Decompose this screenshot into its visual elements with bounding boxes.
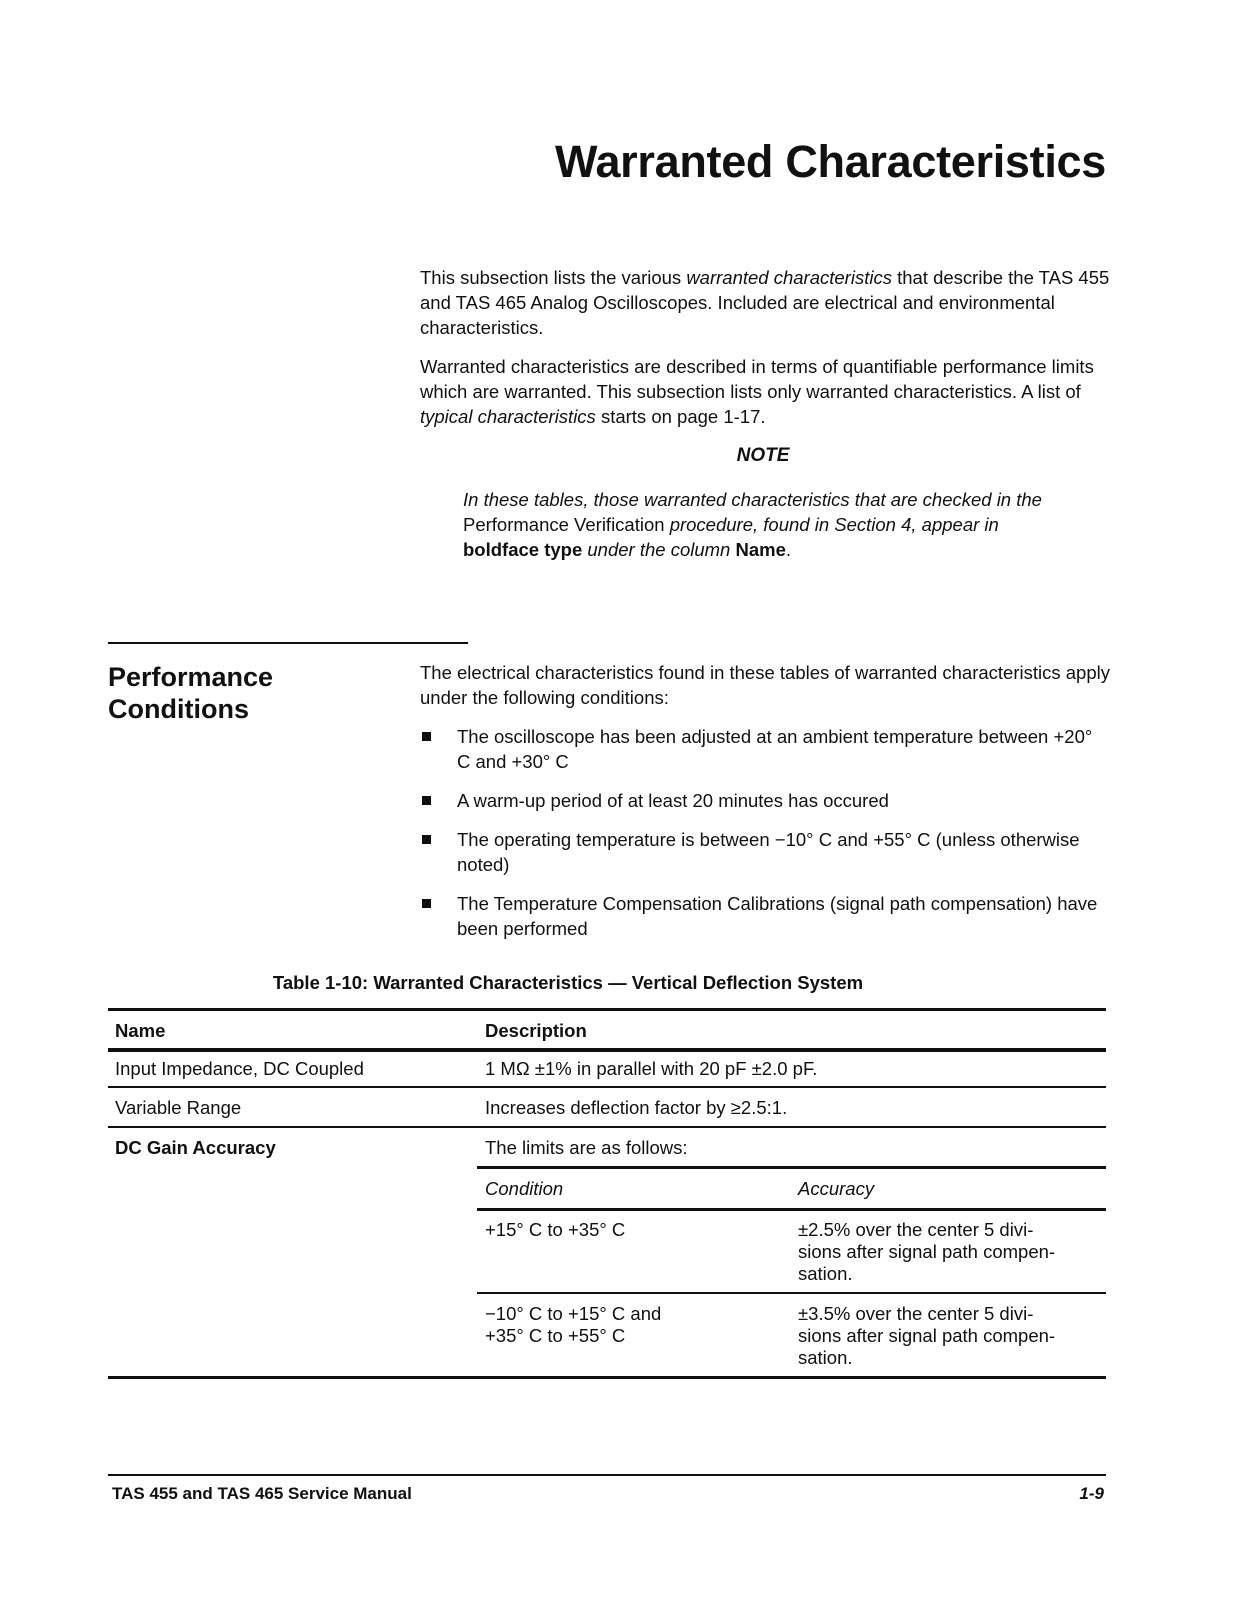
section-heading	[108, 661, 408, 725]
column-header-name: Name	[115, 1020, 166, 1041]
performance-intro: The electrical characteristics found in these tables of warranted characteristics apply under the following conditions:	[420, 662, 1110, 708]
list-item: The operating temperature is between −10° C and +55° C (unless otherwise noted)	[420, 827, 1110, 877]
subtable-header-rule	[477, 1208, 1106, 1211]
note-heading: NOTE	[736, 445, 790, 466]
footer-manual-title: TAS 455 and TAS 465 Service Manual	[112, 1484, 412, 1503]
footer-rule	[108, 1474, 1106, 1476]
subtable-row-1-condition: +15° C to +35° C	[485, 1219, 626, 1240]
row-3-description: The limits are as follows:	[485, 1137, 688, 1158]
table-header-rule	[108, 1048, 1106, 1052]
section-heading-line-2: Conditions	[108, 694, 249, 724]
table-top-rule	[108, 1008, 1106, 1011]
subtable-top-rule	[477, 1166, 1106, 1169]
row-rule	[108, 1126, 1106, 1128]
bullet-square-icon	[422, 796, 431, 805]
row-2-description: Increases deflection factor by ≥2.5:1.	[485, 1097, 788, 1118]
list-item: A warm-up period of at least 20 minutes has occured	[420, 788, 1110, 813]
row-rule	[108, 1086, 1106, 1088]
note-body: In these tables, those warranted characteristics that are checked in the Performance Verification procedure, found in Section 4, appear in boldface type under the column Name.	[463, 489, 1042, 560]
bullet-square-icon	[422, 835, 431, 844]
intro-paragraph-2: Warranted characteristics are described in terms of quantifiable performance limits which are warranted. This subsection lists only warranted characteristics. A list of typical characteristics starts on page 1-17.	[420, 356, 1094, 427]
conditions-list	[420, 724, 1110, 955]
list-item: The Temperature Compensation Calibrations (signal path compensation) have been performed	[420, 891, 1110, 941]
subtable-header-condition: Condition	[485, 1178, 564, 1199]
section-heading-line-1: Performance	[108, 662, 274, 692]
footer-page-number: 1-9	[1079, 1484, 1104, 1503]
table-caption: Table 1-10: Warranted Characteristics — Vertical Deflection System	[272, 972, 864, 993]
bullet-square-icon	[422, 899, 431, 908]
subtable-row-2-condition: −10° C to +15° C and +35° C to +55° C	[485, 1303, 662, 1346]
intro-paragraph-1: This subsection lists the various warranted characteristics that describe the TAS 455 and TAS 465 Analog Oscilloscopes. Included are electrical and environmental characteristics.	[420, 267, 1110, 338]
table-bottom-rule	[108, 1376, 1106, 1379]
column-header-description: Description	[485, 1020, 587, 1041]
bullet-square-icon	[422, 732, 431, 741]
subtable-header-accuracy: Accuracy	[798, 1178, 875, 1199]
subtable-row-2-accuracy: ±3.5% over the center 5 divi- sions after signal path compen- sation.	[798, 1303, 1056, 1368]
list-item: The oscilloscope has been adjusted at an ambient temperature between +20° C and +30° C	[420, 724, 1110, 774]
section-rule	[108, 642, 468, 644]
page-title: Warranted Characteristics	[554, 136, 1106, 187]
row-1-description: 1 MΩ ±1% in parallel with 20 pF ±2.0 pF.	[485, 1058, 818, 1079]
subtable-row-rule	[477, 1292, 1106, 1294]
row-2-name: Variable Range	[115, 1097, 242, 1118]
row-3-name: DC Gain Accuracy	[115, 1137, 276, 1158]
row-1-name: Input Impedance, DC Coupled	[115, 1058, 364, 1079]
subtable-row-1-accuracy: ±2.5% over the center 5 divi- sions after signal path compen- sation.	[798, 1219, 1056, 1284]
